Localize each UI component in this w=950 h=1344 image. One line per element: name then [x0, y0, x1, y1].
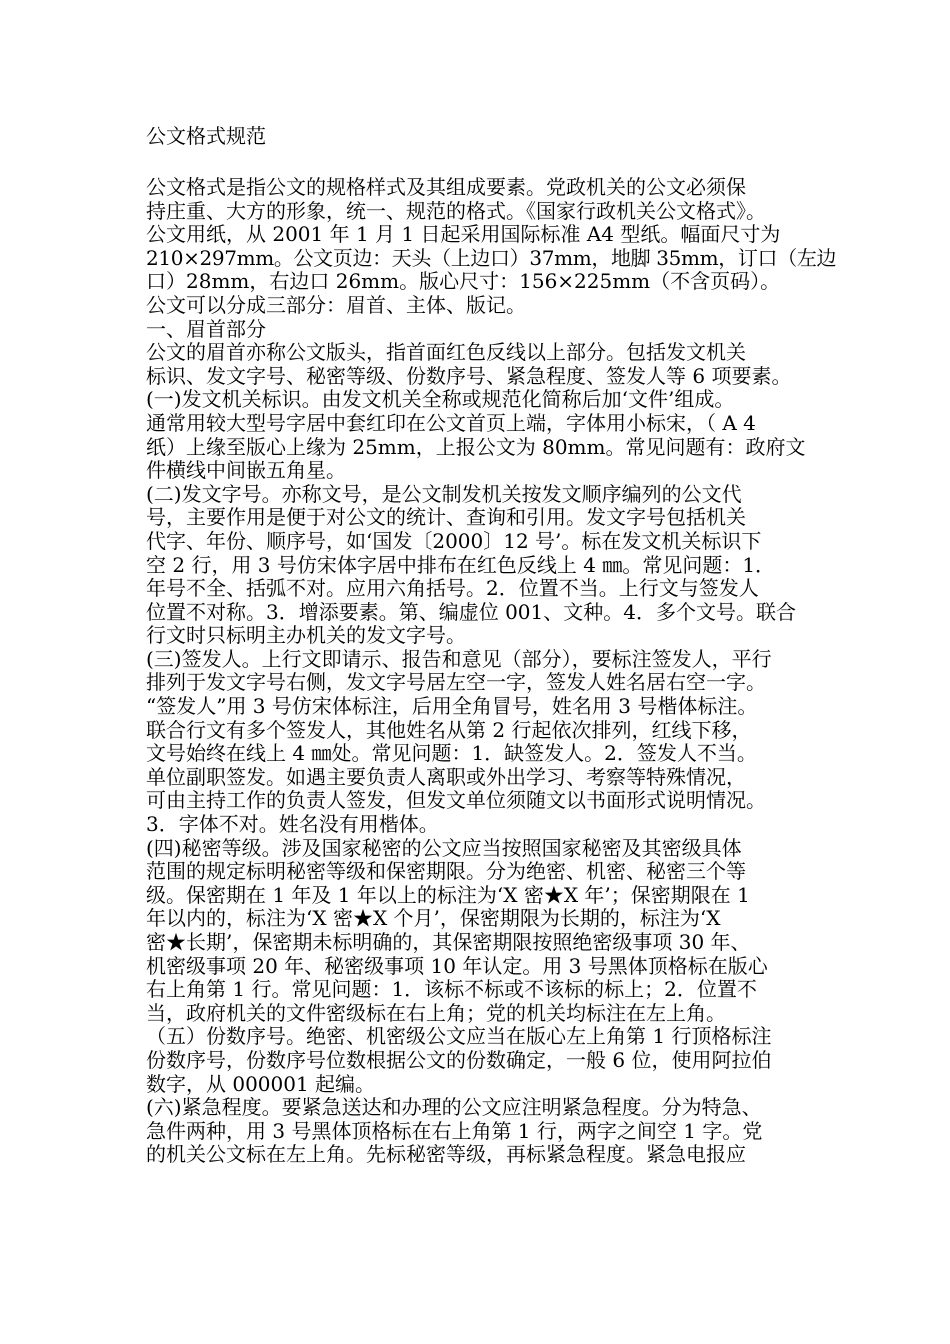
body-line: 行文时只标明主办机关的发文字号。 [146, 623, 466, 648]
body-line: 急件两种，用 3 号黑体顶格标在右上角第 1 行，两字之间空 1 字。党 [146, 1118, 763, 1143]
body-line: 可由主持工作的负责人签发，但发文单位须随文以书面形式说明情况。 [146, 788, 766, 813]
body-line: 标识、发文字号、秘密等级、份数序号、紧急程度、签发人等 6 项要素。 [146, 363, 792, 388]
body-line: 年以内的，标注为‘X 密★X 个月’，保密期限为长期的，标注为‘X [146, 906, 721, 931]
body-line: 持庄重、大方的形象，统一、规范的格式。《国家行政机关公文格式》。 [146, 198, 766, 223]
body-line: (一)发文机关标识。由发文机关全称或规范化简称后加‘文件’组成。 [146, 387, 735, 412]
body-line: 3．字体不对。姓名没有用楷体。 [146, 812, 439, 837]
body-line: 纸）上缘至版心上缘为 25mm，上报公文为 80mm。常见问题有：政府文 [146, 434, 806, 459]
body-line: (二)发文字号。亦称文号，是公文制发机关按发文顺序编列的公文代 [146, 481, 742, 506]
body-line: 公文用纸，从 2001 年 1 月 1 日起采用国际标准 A4 型纸。幅面尺寸为 [146, 222, 781, 247]
body-line: 口）28mm，右边口 26mm。版心尺寸：156×225mm（不含页码）。 [146, 269, 781, 294]
body-line: 联合行文有多个签发人，其他姓名从第 2 行起依次排列，红线下移， [146, 717, 752, 742]
body-line: （五）份数序号。绝密、机密级公文应当在版心左上角第 1 行顶格标注 [146, 1024, 772, 1049]
document-title: 公文格式规范 [146, 124, 266, 148]
body-line: 210×297mm。公文页边：天头（上边口）37mm，地脚 35mm，订口（左边 [146, 245, 837, 270]
body-line: 号，主要作用是便于对公文的统计、查询和引用。发文字号包括机关 [146, 505, 746, 530]
body-line: 排列于发文字号右侧，发文字号居左空一字，签发人姓名居右空一字。 [146, 670, 766, 695]
body-line: 当，政府机关的文件密级标在右上角；党的机关均标注在左上角。 [146, 1000, 726, 1025]
body-line: 范围的规定标明秘密等级和保密期限。分为绝密、机密、秘密三个等 [146, 859, 746, 884]
body-line: 件横线中间嵌五角星。 [146, 458, 346, 483]
body-line: 代字、年份、顺序号，如‘国发〔2000〕12 号’。标在发文机关标识下 [146, 528, 762, 553]
body-line: 一、眉首部分 [146, 316, 266, 341]
body-line: 公文的眉首亦称公文版头，指首面红色反线以上部分。包括发文机关 [146, 340, 746, 365]
body-line: (四)秘密等级。涉及国家秘密的公文应当按照国家秘密及其密级具体 [146, 835, 742, 860]
body-line: 通常用较大型号字居中套红印在公文首页上端，字体用小标宋，（ A 4 [146, 410, 756, 435]
body-line: 公文格式是指公文的规格样式及其组成要素。党政机关的公文必须保 [146, 175, 746, 199]
body-line: (三)签发人。上行文即请示、报告和意见（部分），要标注签发人，平行 [146, 646, 772, 671]
body-line: 年号不全、括弧不对。应用六角括号。2．位置不当。上行文与签发人 [146, 576, 759, 601]
body-line: 单位副职签发。如遇主要负责人离职或外出学习、考察等特殊情况， [146, 764, 746, 789]
body-line: 空 2 行，用 3 号仿宋体字居中排布在红色反线上 4 ㎜。常见问题：1． [146, 552, 776, 577]
body-line: 机密级事项 20 年、秘密级事项 10 年认定。用 3 号黑体顶格标在版心 [146, 953, 768, 978]
body-line: 右上角第 1 行。常见问题：1．该标不标或不该标的标上；2．位置不 [146, 977, 757, 1002]
body-line: 公文可以分成三部分：眉首、主体、版记。 [146, 292, 526, 317]
body-line: (六)紧急程度。要紧急送达和办理的公文应注明紧急程度。分为特急、 [146, 1095, 762, 1120]
body-line: 文号始终在线上 4 ㎜处。常见问题：1．缺签发人。2．签发人不当。 [146, 741, 757, 766]
body-line: “签发人”用 3 号仿宋体标注，后用全角冒号，姓名用 3 号楷体标注。 [146, 694, 758, 719]
body-line: 份数序号，份数序号位数根据公文的份数确定，一般 6 位，使用阿拉伯 [146, 1047, 772, 1072]
document-body [146, 176, 836, 1167]
body-line: 位置不对称。3．增添要素。第、编虚位 001、文种。4．多个文号。联合 [146, 599, 796, 624]
body-line: 级。保密期在 1 年及 1 年以上的标注为‘X 密★X 年’；保密期限在 1 [146, 882, 750, 907]
body-line: 数字，从 000001 起编。 [146, 1071, 376, 1096]
body-line: 密★长期’，保密期未标明确的，其保密期限按照绝密级事项 30 年、 [146, 930, 751, 954]
body-line: 的机关公文标在左上角。先标秘密等级，再标紧急程度。紧急电报应 [146, 1142, 746, 1167]
